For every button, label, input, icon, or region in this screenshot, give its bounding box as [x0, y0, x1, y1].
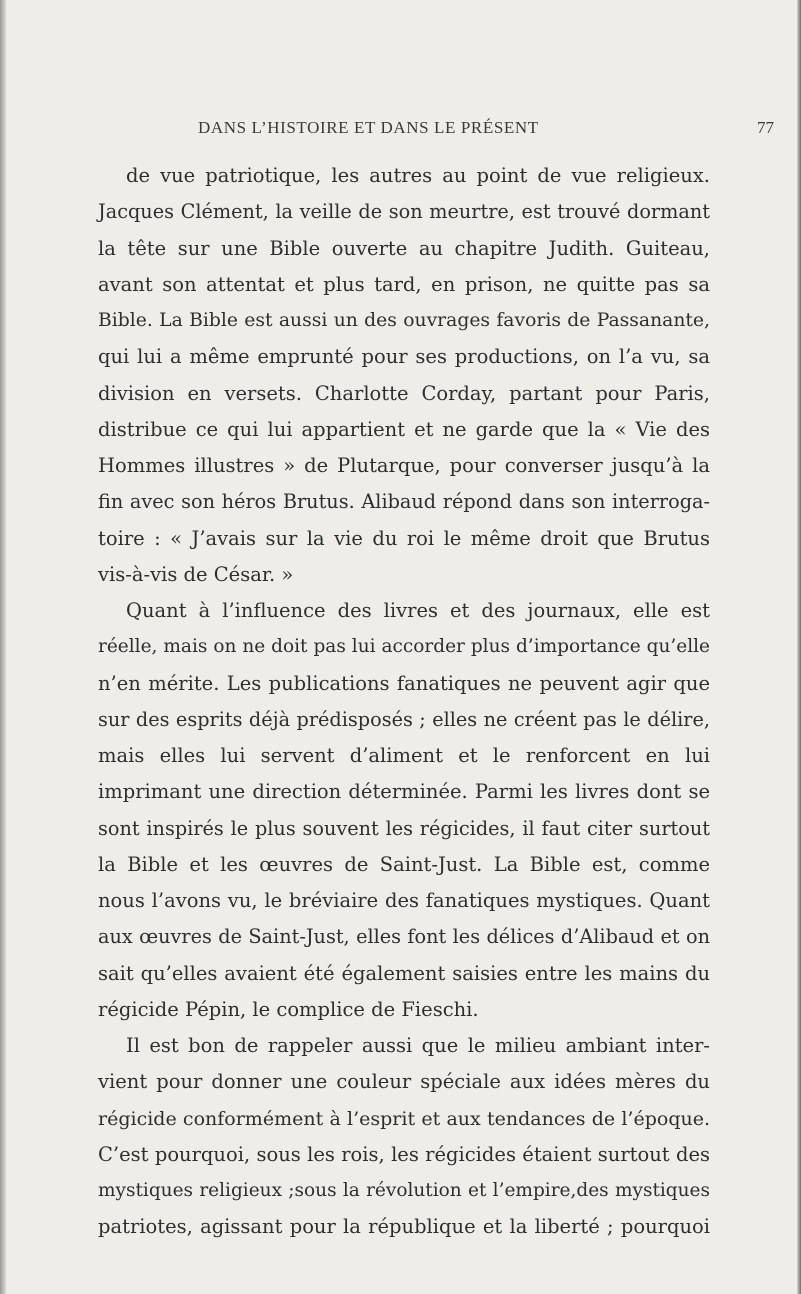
- page-edge-right: [797, 0, 801, 1294]
- paragraph-2: [98, 593, 710, 1028]
- text-line: sont inspirés le plus souvent les régicides, il faut citer surtout: [98, 816, 710, 840]
- text-line: la Bible et les œuvres de Saint-Just. La Bible est, comme: [98, 852, 710, 876]
- page-header: [198, 118, 788, 142]
- text-line: mystiques religieux ;sous la révolution et l’empire,des mystiques: [98, 1180, 710, 1201]
- text-line: vis-à-vis de César. »: [98, 562, 294, 586]
- text-line: de vue patriotique, les autres au point de vue religieux.: [126, 164, 710, 187]
- text-line: patriotes, agissant pour la république et la liberté ; pourquoi: [98, 1215, 710, 1239]
- text-line: Quant à l’influence des livres et des journaux, elle est: [126, 599, 710, 622]
- text-line: Jacques Clément, la veille de son meurtre, est trouvé dormant: [98, 200, 710, 224]
- text-line: vient pour donner une couleur spéciale aux idées mères du: [98, 1070, 710, 1094]
- paragraph-3: [98, 1028, 710, 1246]
- text-line: Il est bon de rappeler aussi que le milieu ambiant inter-: [126, 1034, 710, 1057]
- text-line: sait qu’elles avaient été également saisies entre les mains du: [98, 961, 710, 985]
- text-line: régicide conformément à l’esprit et aux tendances de l’époque.: [98, 1107, 710, 1130]
- text-line: aux œuvres de Saint-Just, elles font les délices d’Alibaud et on: [98, 925, 710, 949]
- text-line: division en versets. Charlotte Corday, partant pour Paris,: [98, 381, 710, 405]
- text-line: toire : « J’avais sur la vie du roi le même droit que Brutus: [98, 526, 710, 550]
- text-line: réelle, mais on ne doit pas lui accorder plus d’importance qu’elle: [98, 636, 710, 658]
- text-line: sur des esprits déjà prédisposés ; elles ne créent pas le délire,: [98, 707, 710, 731]
- text-line: fin avec son héros Brutus. Alibaud répond dans son interroga-: [98, 490, 710, 514]
- page-edge-left: [0, 0, 6, 1294]
- text-line: imprimant une direction déterminée. Parmi les livres dont se: [98, 780, 710, 804]
- running-head: DANS L’HISTOIRE ET DANS LE PRÉSENT: [198, 118, 539, 137]
- text-line: mais elles lui servent d’aliment et le renforcent en lui: [98, 744, 710, 767]
- text-line: distribue ce qui lui appartient et ne garde que la « Vie des: [98, 417, 710, 441]
- body-text: [98, 158, 710, 1246]
- text-line: C’est pourquoi, sous les rois, les régicides étaient surtout des: [98, 1142, 710, 1166]
- text-line: qui lui a même emprunté pour ses productions, on l’a vu, sa: [98, 345, 710, 369]
- text-line: avant son attentat et plus tard, en prison, ne quitte pas sa: [98, 272, 710, 296]
- text-line: n’en mérite. Les publications fanatiques ne peuvent agir que: [98, 671, 710, 695]
- text-line: régicide Pépin, le complice de Fieschi.: [98, 997, 479, 1021]
- text-line: nous l’avons vu, le bréviaire des fanatiques mystiques. Quant: [98, 889, 710, 912]
- text-line: Hommes illustres » de Plutarque, pour converser jusqu’à la: [98, 454, 710, 477]
- paragraph-1: [98, 158, 710, 593]
- text-line: Bible. La Bible est aussi un des ouvrages favoris de Passanante,: [98, 310, 710, 331]
- text-line: la tête sur une Bible ouverte au chapitre Judith. Guiteau,: [98, 236, 710, 260]
- page-number: 77: [757, 118, 774, 137]
